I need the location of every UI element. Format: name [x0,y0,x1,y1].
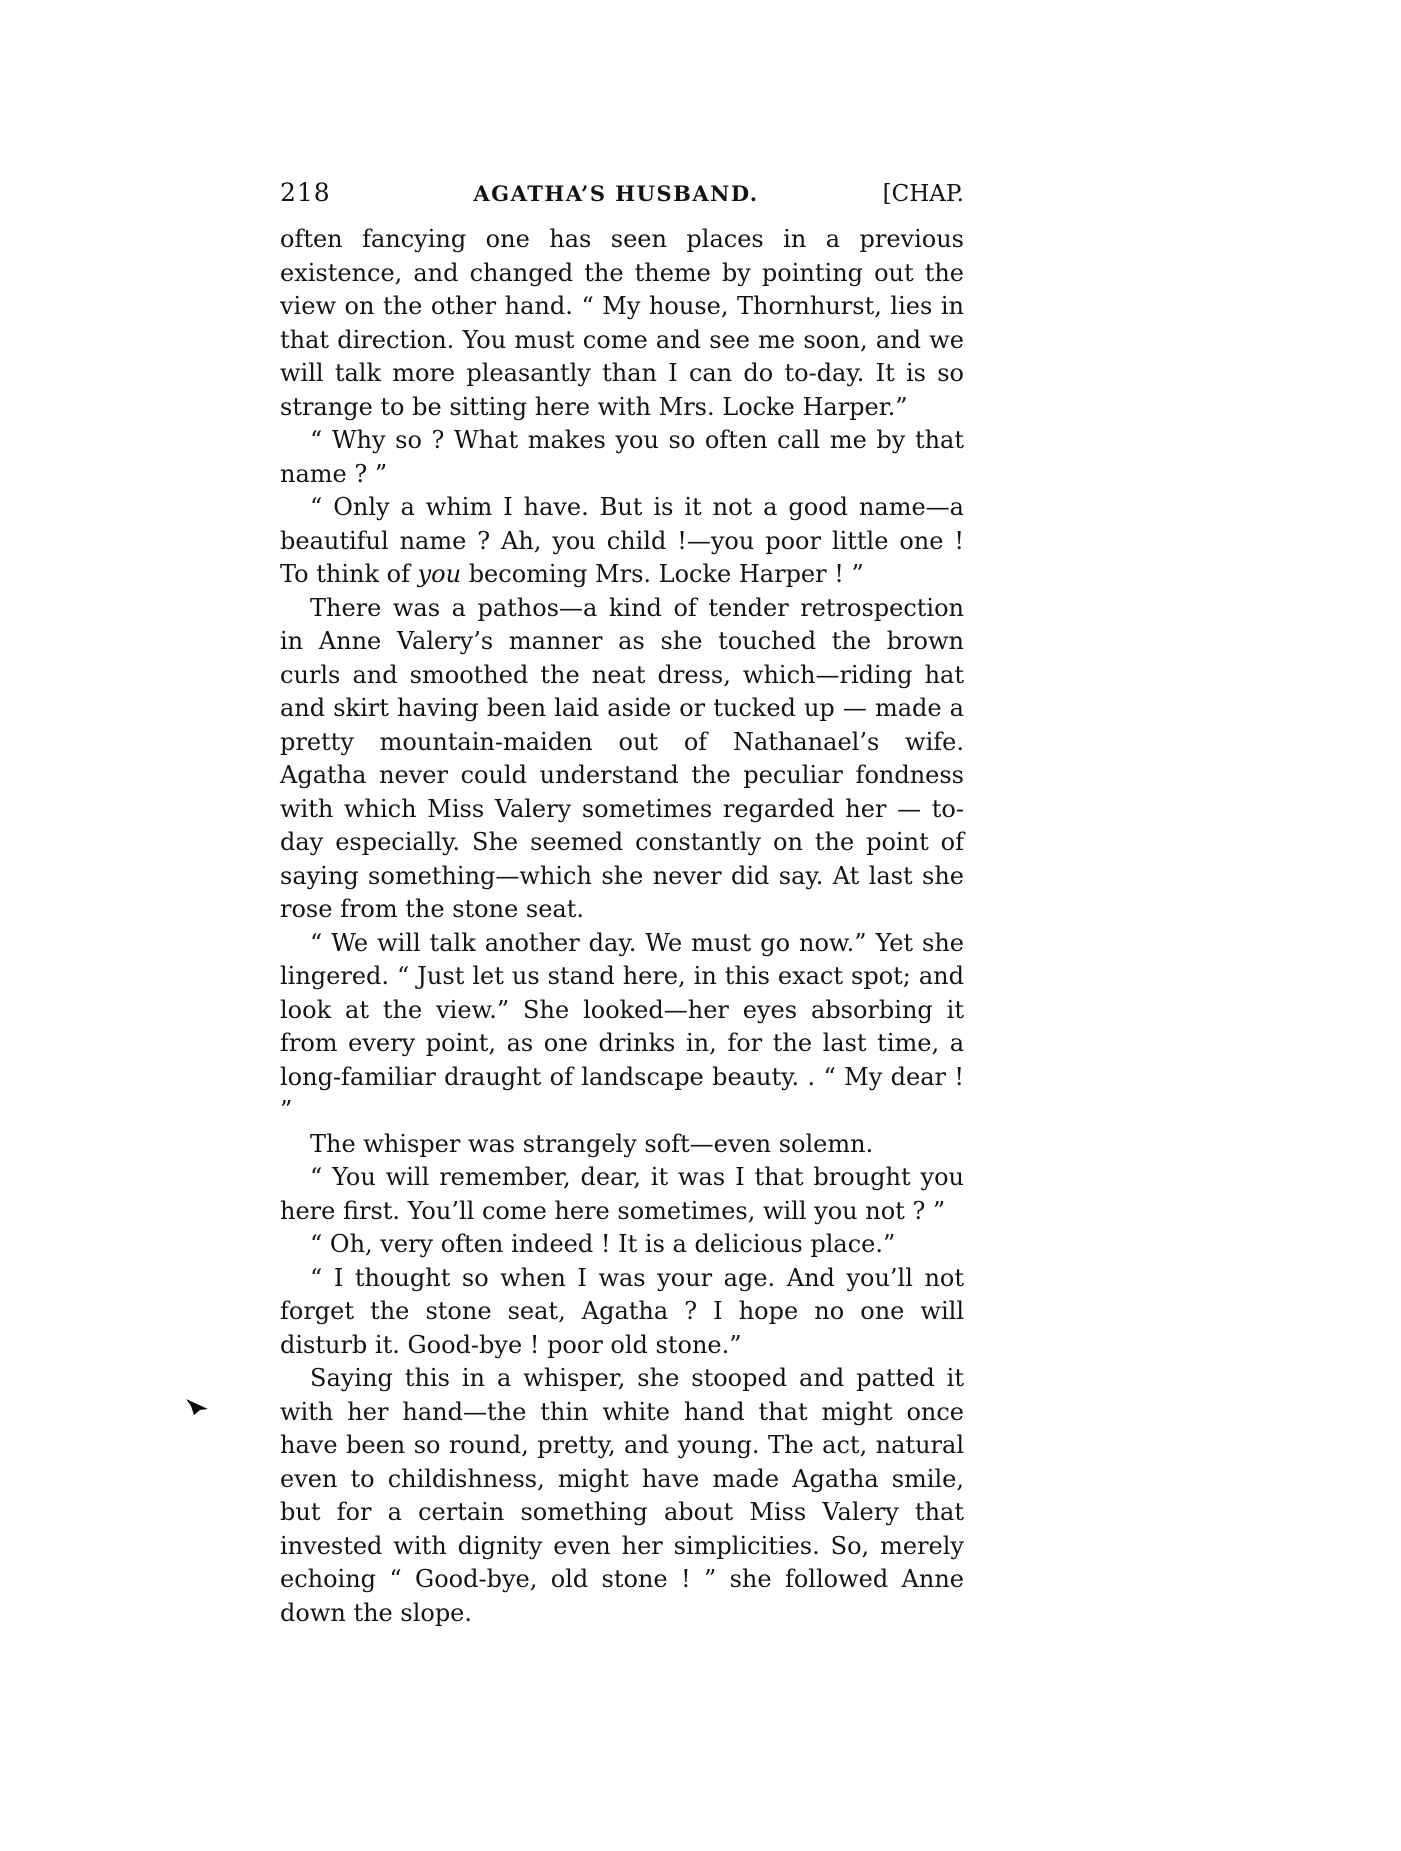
paragraph [280,491,964,592]
text-run: Saying this in a whisper, she stooped and patted it with her hand—the thin white hand that might once have been so round, pretty, and young. The act, natural even to childishness, might have made Agatha smile, but for a certain something about Miss Valery that invested with dignity even her simplicities. So, merely echoing “ Good-bye, old stone ! ” she followed Anne down the slope. [280,1364,964,1627]
paragraph [280,1128,964,1162]
text-run: becoming Mrs. Locke Harper ! ” [461,560,864,588]
page-header [280,178,964,207]
text-run: often fancying one has seen places in a previous existence, and changed the theme by pointing out the view on the other hand. “ My house, Thornhurst, lies in that direction. You must come and see me soon, and we will talk more pleasantly than I can do to-day. It is so strange to be sitting here with Mrs. Locke Harper.” [280,225,964,421]
text-run: “ I thought so when I was your age. And you’ll not forget the stone seat, Agatha ? I hope no one will disturb it. Good-bye ! poor old stone.” [280,1263,964,1359]
running-title: AGATHA’S HUSBAND. [473,181,759,206]
paragraph [280,1161,964,1228]
ink-mark-icon [186,1398,210,1416]
paragraph [280,1262,964,1363]
text-run: “ Why so ? What makes you so often call me by that name ? ” [280,426,964,488]
book-page [280,178,964,1630]
paragraph [280,592,964,927]
paragraph [280,424,964,491]
text-run: “ We will talk another day. We must go now.” Yet she lingered. “ Just let us stand here, in this exact spot; and look at the view.” She looked—her eyes absorbing it from every point, as one drinks in, for the last time, a long-familiar draught of landscape beauty. . “ My dear ! ” [280,928,964,1124]
paragraph [280,927,964,1128]
chapter-marker: [CHAP. [882,181,964,207]
text-run: There was a pathos—a kind of tender retrospection in Anne Valery’s manner as she touched the brown curls and smoothed the neat dress, which—riding hat and skirt having been laid aside or tucked up — made a pretty mountain-maiden out of Nathanael’s wife. Agatha never could understand the peculiar fondness with which Miss Valery sometimes regarded her — to-day especially. She seemed constantly on the point of saying something—which she never did say. At last she rose from the stone seat. [280,593,964,923]
paragraph [280,1362,964,1630]
text-run: The whisper was strangely soft—even solemn. [310,1129,874,1158]
page-number: 218 [280,178,331,207]
text-run: “ Oh, very often indeed ! It is a delicious place.” [310,1230,896,1258]
italic-run: you [417,560,462,588]
text-run: “ Only a whim I have. But is it not a good name—a beautiful name ? Ah, you child !—you poor little one ! To think of [280,493,964,588]
paragraph [280,1228,964,1262]
paragraph [280,223,964,424]
text-block [280,223,964,1630]
text-run: “ You will remember, dear, it was I that brought you here first. You’ll come here sometimes, will you not ? ” [280,1163,964,1225]
